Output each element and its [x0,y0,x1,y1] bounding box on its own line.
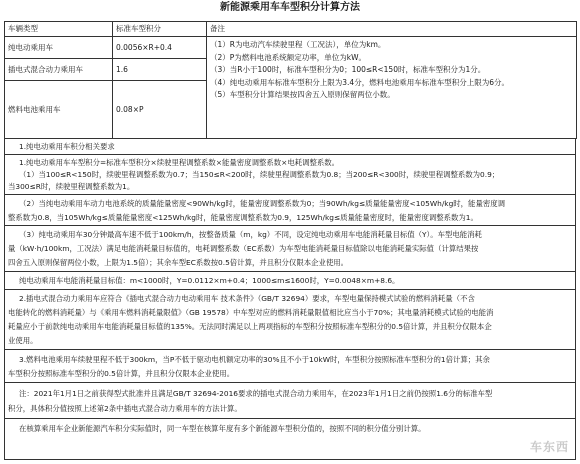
divider [5,418,575,419]
text-line: 耗量应小于前款纯电动乘用车电能消耗量目标值的135%。无法同时满足以上两项指标的车型积分按照标准车型积分的0.5倍计算，并且积分仅限本企 [8,322,492,331]
text-line: 业使用。 [8,336,38,345]
divider [5,349,575,350]
text-line: 积分，具体积分值按照上述第2条中插电式混合动力乘用车的方法计算。 [8,404,242,413]
note-line: （5）车型积分计算结果按四舍五入原则保留两位小数。 [210,90,395,100]
row-fcev-score: 0.08×P [113,81,207,139]
text-line: 电能转化的燃料消耗量）与《乘用车燃料消耗量限值》（GB 19578）中车型对应的燃料消耗量限值相比应当小于70%；其电量消耗模式试验的电能消 [8,308,494,317]
row-bev-type: 纯电动乘用车 [5,37,113,59]
watermark-logo: 车东西 [529,440,569,454]
notes-cell [207,37,577,139]
text-line: 车型积分按照标准车型积分的0.5倍计算，并且积分仅限本企业使用。 [8,369,235,378]
note-line: （3）当R小于100时，标准车型积分为0；100≤R<150时，标准车型积分为1分。 [210,65,486,75]
note-line: （4）纯电动乘用车标准车型积分上限为3.4分，燃料电池乘用车标准车型积分上限为6分。 [210,77,509,87]
text-line: 四舍五入原则保留两位小数，上限为1.5倍）；其余车型EC系数按0.5倍计算，并且积分仅限本企业使用。 [8,258,349,267]
row-fcev-type: 燃料电池乘用车 [5,81,113,139]
text-line: 1.纯电动乘用车车型积分=标准车型积分×续驶里程调整系数×能量密度调整系数×电耗调整系数。 [19,158,340,167]
requirements-section [4,138,576,460]
text-line: 在核算乘用车企业新能源汽车积分实际值时，同一车型在核算年度有多个新能源车型积分值的，按照不同的积分值分别计算。 [19,424,426,433]
text-line: 当300≤R时，续驶里程调整系数为1。 [8,182,135,191]
header-notes: 备注 [207,22,577,37]
divider [5,289,575,290]
divider [5,194,575,195]
page-title: 新能源乘用车车型积分计算方法 [220,2,360,13]
text-line: （2）当纯电动乘用车动力电池系统的质量能量密度<90Wh/kg时，能量密度调整系数为0；当90Wh/kg≤质量能量密度<105Wh/kg时，能量密度调 [19,199,506,208]
score-table [4,21,577,139]
text-line: 整系数为0.8，当105Wh/kg≤质量能量密度<125Wh/kg时，能量密度调整系数为0.9，125Wh/kg≤质量能量密度时，能量密度调整系数为1。 [8,213,478,222]
row-phev-type: 插电式混合动力乘用车 [5,59,113,81]
header-standard-score: 标准车型积分 [113,22,207,37]
divider [5,154,575,155]
text-line: 纯电动乘用车电能消耗量目标值：m<1000时，Y=0.0112×m+0.4；1000≤m≤1600时，Y=0.0048×m+8.6。 [19,276,400,285]
section-heading: 1.纯电动乘用车积分相关要求 [19,142,115,151]
text-line: 3.燃料电池乘用车续驶里程不低于300km，当P不低于驱动电机额定功率的30%且不小于10kW时，车型积分按照标准车型积分的1倍计算；其余 [19,355,490,364]
text-line: （3）纯电动乘用车30分钟最高车速不低于100km/h，按整备质量（m，kg）不同，设定纯电动乘用车电能消耗量目标值（Y）。车型电能消耗 [19,230,482,239]
divider [5,271,575,272]
divider [5,382,575,383]
divider [5,225,575,226]
note-line: （2）P为燃料电池系统额定功率，单位为kW。 [210,52,367,62]
header-vehicle-type: 车辆类型 [5,22,113,37]
row-bev-score: 0.0056×R+0.4 [113,37,207,59]
note-line: （1）R为电动汽车续驶里程（工况法），单位为km。 [210,40,386,49]
text-line: 量（kW·h/100km，工况法）满足电能消耗量目标值的，电耗调整系数（EC系数）为车型电能消耗量目标值除以电能消耗量实际值（计算结果按 [8,244,479,253]
text-line: （1）当100≤R<150时，续驶里程调整系数为0.7；当150≤R<200时，续驶里程调整系数为0.8；当200≤R<300时，续驶里程调整系数为0.9； [19,170,500,179]
text-line: 注：2021年1月1日之前获得型式批准并且满足GB/T 32694-2016要求的插电式混合动力乘用车，在2023年1月1日之前仍按照1.6分的标准车型 [19,389,493,398]
text-line: 2.插电式混合动力乘用车应符合《插电式混合动力电动乘用车 技术条件》（GB/T 32694）要求，车型电量保持模式试验的燃料消耗量（不含 [19,294,475,303]
row-phev-score: 1.6 [113,59,207,81]
